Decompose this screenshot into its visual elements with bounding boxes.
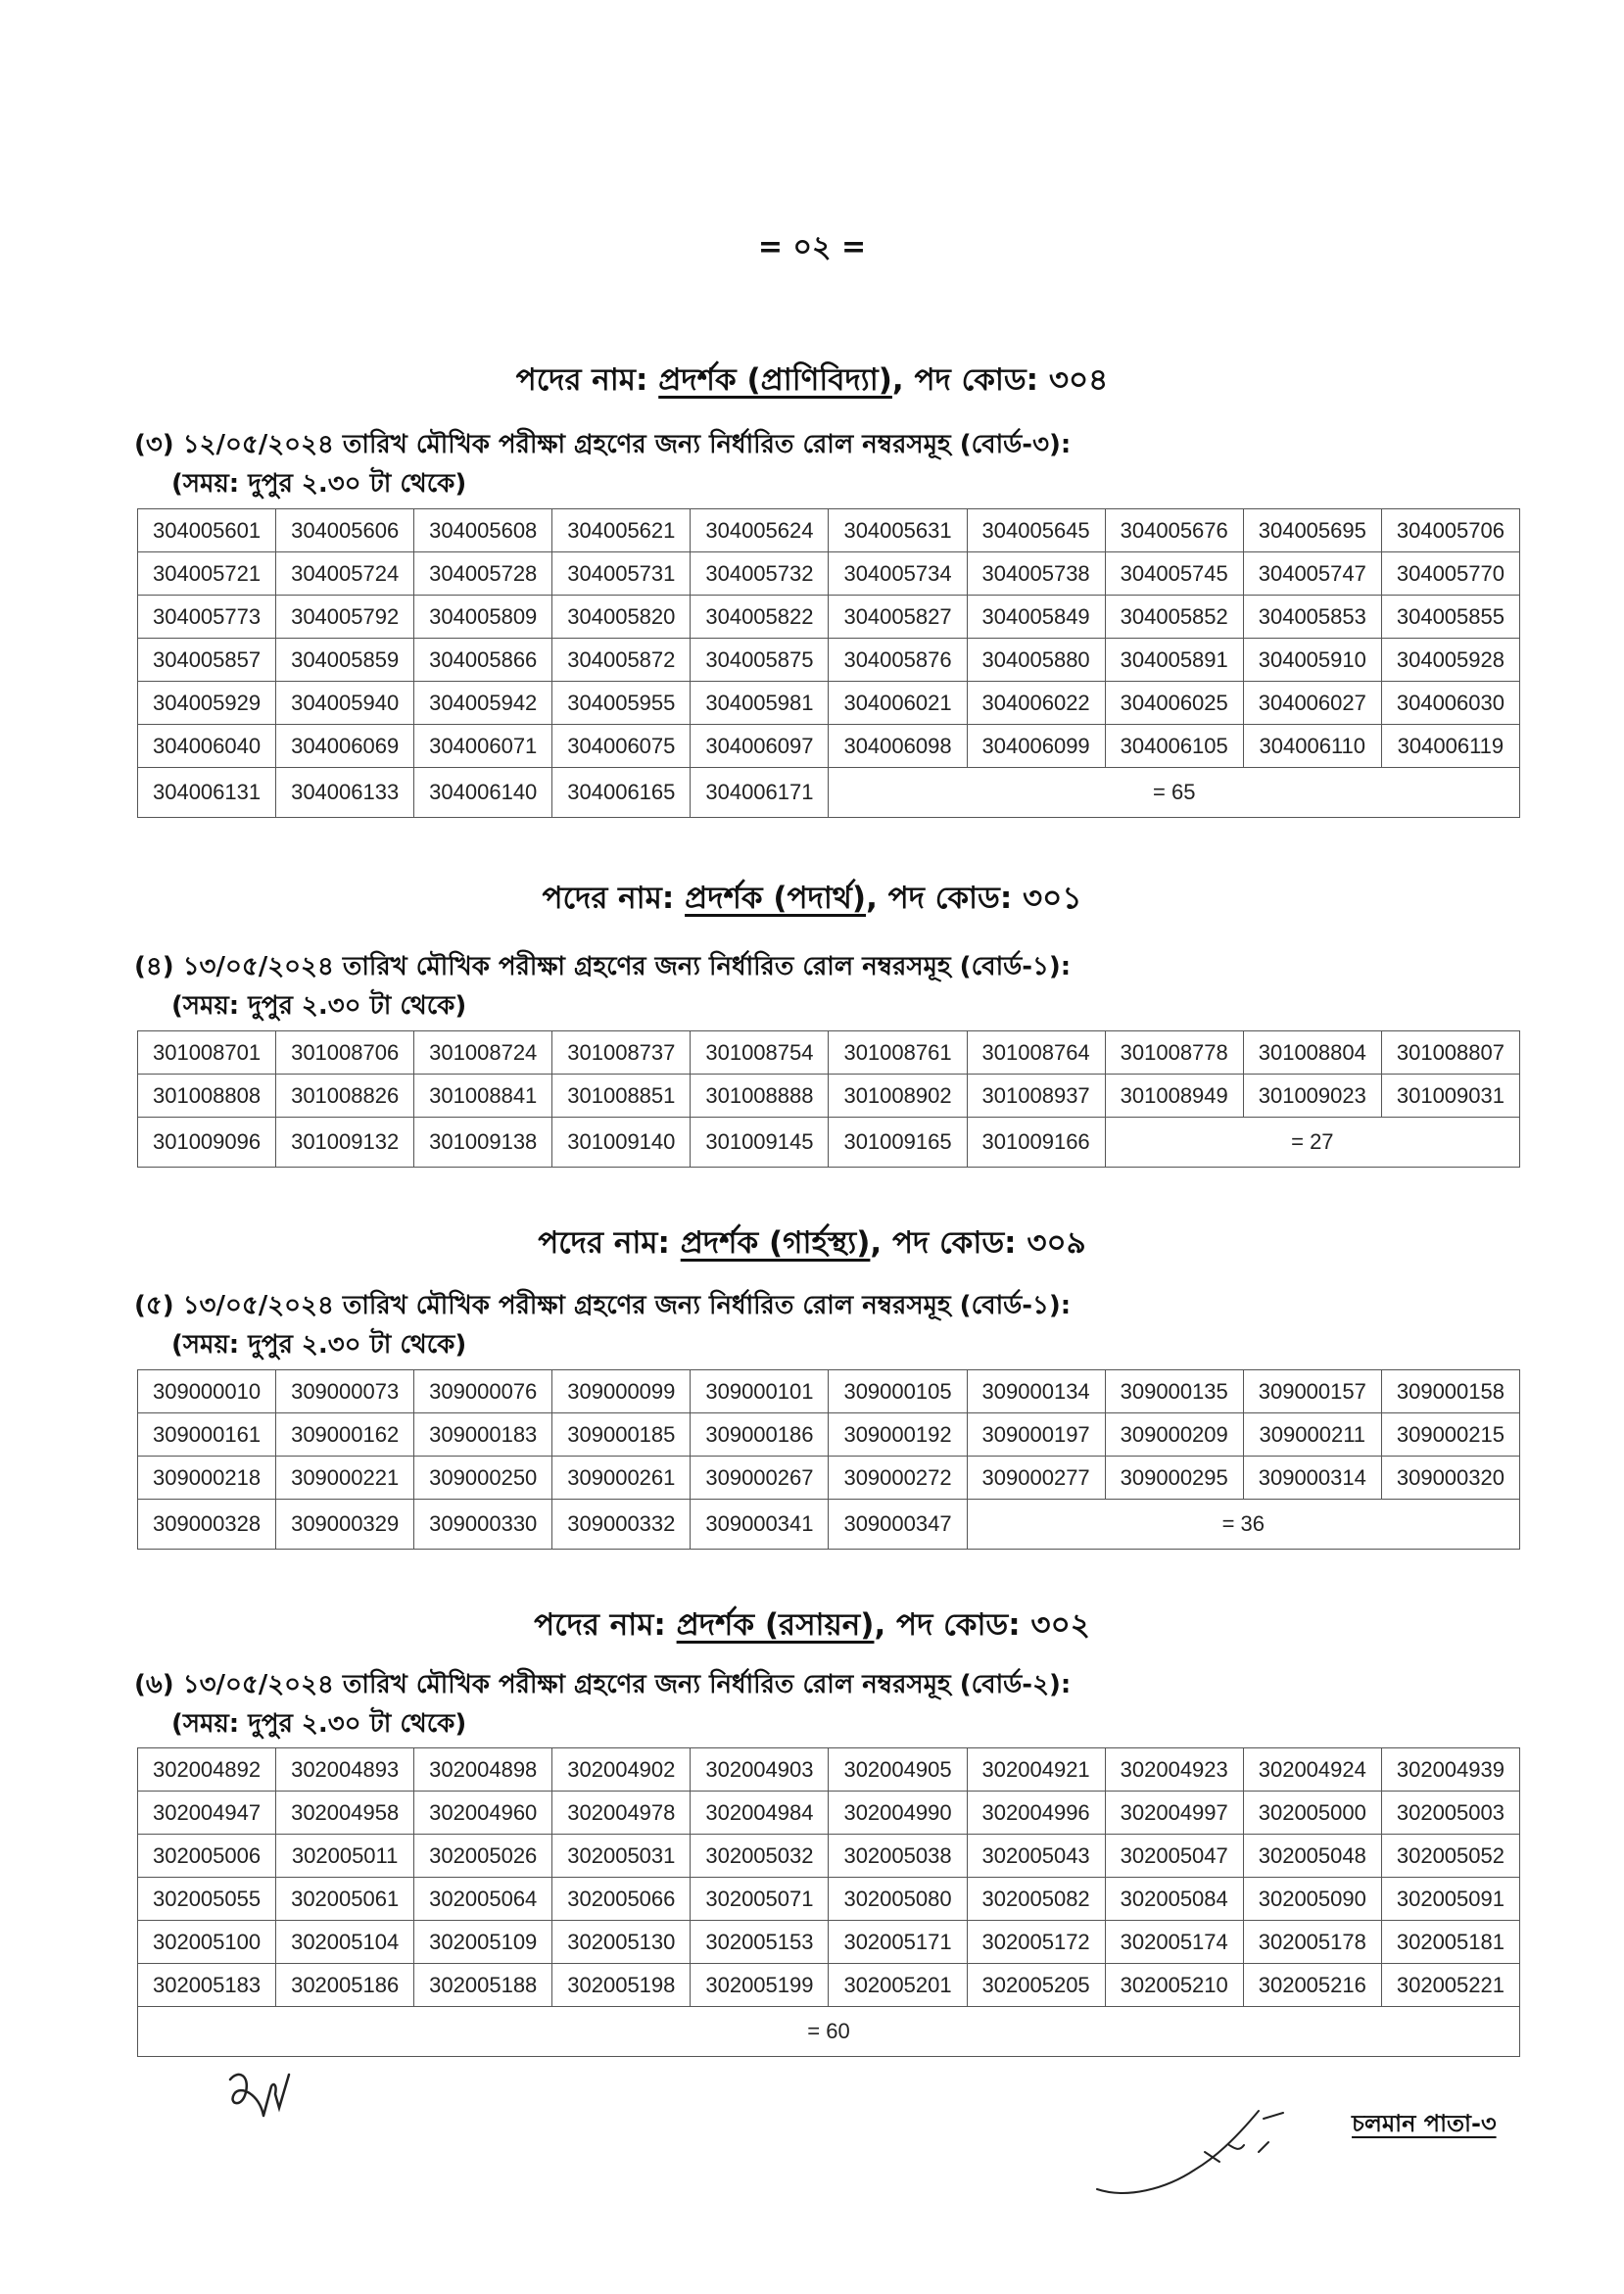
table-row	[138, 509, 1520, 552]
roll-number-cell: 309000218	[138, 1457, 276, 1500]
table-row	[138, 1500, 1520, 1550]
roll-number-cell: 304006040	[138, 725, 276, 768]
roll-number-cell: 309000010	[138, 1370, 276, 1413]
roll-number-cell: 302005026	[414, 1835, 552, 1878]
roll-number-cell: 301008804	[1243, 1031, 1381, 1075]
roll-number-cell: 304006069	[276, 725, 414, 768]
roll-number-cell: 309000330	[414, 1500, 552, 1550]
roll-number-cell: 301008949	[1105, 1075, 1243, 1118]
roll-number-cell: 309000261	[552, 1457, 691, 1500]
roll-number-cell: 302004997	[1105, 1792, 1243, 1835]
roll-number-cell: 304005929	[138, 682, 276, 725]
roll-number-cell: 301008807	[1381, 1031, 1519, 1075]
page-number: = ০২ =	[757, 230, 867, 264]
roll-number-cell: 302004902	[552, 1748, 691, 1792]
roll-number-cell: 302004923	[1105, 1748, 1243, 1792]
post-code: , পদ কোড: ৩০২	[874, 1607, 1090, 1643]
roll-number-cell: 302005082	[967, 1878, 1105, 1921]
roll-number-cell: 301008701	[138, 1031, 276, 1075]
roll-number-cell: 304006027	[1243, 682, 1381, 725]
total-count-cell: = 65	[829, 768, 1520, 818]
roll-number-cell: 304005738	[967, 552, 1105, 596]
roll-number-cell: 309000192	[829, 1413, 967, 1457]
roll-number-cell: 302005091	[1381, 1878, 1519, 1921]
roll-number-cell: 304006022	[967, 682, 1105, 725]
roll-number-cell: 304005770	[1381, 552, 1519, 596]
roll-number-cell: 304005872	[552, 639, 691, 682]
roll-number-cell: 302005188	[414, 1964, 552, 2007]
roll-number-cell: 302005153	[691, 1921, 829, 1964]
roll-number-cell: 301009023	[1243, 1075, 1381, 1118]
table-row	[138, 596, 1520, 639]
table-row	[138, 1921, 1520, 1964]
roll-table	[137, 1369, 1520, 1550]
roll-number-cell: 309000328	[138, 1500, 276, 1550]
roll-number-cell: 301008761	[829, 1031, 967, 1075]
roll-number-cell: 304006131	[138, 768, 276, 818]
roll-number-cell: 304005928	[1381, 639, 1519, 682]
table-row	[138, 1748, 1520, 1792]
roll-number-cell: 304005624	[691, 509, 829, 552]
roll-number-cell: 302005000	[1243, 1792, 1381, 1835]
roll-number-cell: 304005621	[552, 509, 691, 552]
roll-number-cell: 304006098	[829, 725, 967, 768]
roll-number-cell: 302004921	[967, 1748, 1105, 1792]
schedule-line: (৫) ১৩/০৫/২০২৪ তারিখ মৌখিক পরীক্ষা গ্রহণের জন্য নির্ধারিত রোল নম্বরসমূহ (বোর্ড-১):	[134, 1291, 1072, 1320]
roll-number-cell: 304005822	[691, 596, 829, 639]
roll-number-cell: 302005080	[829, 1878, 967, 1921]
roll-number-cell: 302004905	[829, 1748, 967, 1792]
roll-number-cell: 304005792	[276, 596, 414, 639]
roll-number-cell: 304005608	[414, 509, 552, 552]
roll-number-cell: 302005055	[138, 1878, 276, 1921]
schedule-time: (সময়: দুপুর ২.৩০ টা থেকে)	[171, 991, 467, 1021]
roll-number-cell: 301008937	[967, 1075, 1105, 1118]
post-title	[0, 1601, 1624, 1652]
roll-number-cell: 302004924	[1243, 1748, 1381, 1792]
post-label: পদের নাম:	[538, 1225, 670, 1261]
roll-number-cell: 301008808	[138, 1075, 276, 1118]
table-row	[138, 725, 1520, 768]
schedule-text	[134, 425, 1071, 503]
roll-number-cell: 302005199	[691, 1964, 829, 2007]
roll-number-cell: 302005038	[829, 1835, 967, 1878]
roll-number-cell: 301009031	[1381, 1075, 1519, 1118]
roll-number-cell: 301008888	[691, 1075, 829, 1118]
roll-number-cell: 304005855	[1381, 596, 1519, 639]
roll-number-cell: 302004960	[414, 1792, 552, 1835]
roll-table	[137, 1747, 1520, 2057]
roll-number-cell: 304005721	[138, 552, 276, 596]
roll-number-cell: 302005104	[276, 1921, 414, 1964]
roll-number-cell: 301009096	[138, 1118, 276, 1168]
roll-number-cell: 304006075	[552, 725, 691, 768]
table-row	[138, 639, 1520, 682]
roll-number-cell: 301008706	[276, 1031, 414, 1075]
roll-number-cell: 302005201	[829, 1964, 967, 2007]
table-row	[138, 1031, 1520, 1075]
roll-number-cell: 309000186	[691, 1413, 829, 1457]
table-row	[138, 1878, 1520, 1921]
table-row	[138, 1792, 1520, 1835]
roll-table	[137, 1030, 1520, 1168]
roll-table	[137, 508, 1520, 818]
roll-number-cell: 302005181	[1381, 1921, 1519, 1964]
schedule-time: (সময়: দুপুর ২.৩০ টা থেকে)	[171, 469, 467, 499]
roll-number-cell: 302005048	[1243, 1835, 1381, 1878]
roll-number-cell: 301008724	[414, 1031, 552, 1075]
roll-number-cell: 309000215	[1381, 1413, 1519, 1457]
roll-number-cell: 302005216	[1243, 1964, 1381, 2007]
post-label: পদের নাম:	[534, 1607, 666, 1643]
roll-number-cell: 309000183	[414, 1413, 552, 1457]
roll-number-cell: 302005172	[967, 1921, 1105, 1964]
roll-number-cell: 304006025	[1105, 682, 1243, 725]
post-name: প্রদর্শক (পদার্থ)	[685, 881, 867, 916]
roll-number-cell: 309000158	[1381, 1370, 1519, 1413]
post-label: পদের নাম:	[542, 881, 675, 916]
roll-number-cell: 302005090	[1243, 1878, 1381, 1921]
table-row	[138, 1075, 1520, 1118]
table-row	[138, 1457, 1520, 1500]
roll-number-cell: 302005047	[1105, 1835, 1243, 1878]
roll-number-cell: 301009140	[552, 1118, 691, 1168]
table-row	[138, 1118, 1520, 1168]
roll-number-cell: 304005859	[276, 639, 414, 682]
roll-number-cell: 304005852	[1105, 596, 1243, 639]
roll-number-cell: 302005043	[967, 1835, 1105, 1878]
roll-number-cell: 304005695	[1243, 509, 1381, 552]
roll-number-cell: 309000329	[276, 1500, 414, 1550]
roll-number-cell: 304005981	[691, 682, 829, 725]
post-name: প্রদর্শক (গার্হস্থ্য)	[680, 1225, 871, 1261]
roll-number-cell: 309000221	[276, 1457, 414, 1500]
roll-number-cell: 304005601	[138, 509, 276, 552]
roll-number-cell: 304006021	[829, 682, 967, 725]
roll-number-cell: 304006071	[414, 725, 552, 768]
roll-number-cell: 309000157	[1243, 1370, 1381, 1413]
roll-number-cell: 309000341	[691, 1500, 829, 1550]
roll-number-cell: 301008754	[691, 1031, 829, 1075]
roll-number-cell: 304005732	[691, 552, 829, 596]
post-label: পদের নাম:	[515, 362, 648, 398]
roll-number-cell: 302004996	[967, 1792, 1105, 1835]
roll-number-cell: 302005174	[1105, 1921, 1243, 1964]
roll-number-cell: 302005071	[691, 1878, 829, 1921]
roll-number-cell: 302005011	[276, 1835, 414, 1878]
roll-number-cell: 302005100	[138, 1921, 276, 1964]
roll-number-cell: 302004978	[552, 1792, 691, 1835]
roll-number-cell: 309000134	[967, 1370, 1105, 1413]
post-code: , পদ কোড: ৩০৪	[891, 362, 1109, 398]
roll-number-cell: 304005631	[829, 509, 967, 552]
table-row	[138, 2007, 1520, 2057]
roll-number-cell: 309000161	[138, 1413, 276, 1457]
roll-number-cell: 309000332	[552, 1500, 691, 1550]
roll-number-cell: 302005003	[1381, 1792, 1519, 1835]
roll-number-cell: 304005876	[829, 639, 967, 682]
roll-number-cell: 304005724	[276, 552, 414, 596]
roll-number-cell: 309000295	[1105, 1457, 1243, 1500]
roll-number-cell: 304005747	[1243, 552, 1381, 596]
roll-number-cell: 304005734	[829, 552, 967, 596]
roll-number-cell: 302005052	[1381, 1835, 1519, 1878]
roll-number-cell: 302004990	[829, 1792, 967, 1835]
roll-number-cell: 309000105	[829, 1370, 967, 1413]
post-code: , পদ কোড: ৩০১	[866, 881, 1082, 916]
roll-number-cell: 301008851	[552, 1075, 691, 1118]
roll-number-cell: 301009166	[967, 1118, 1105, 1168]
roll-number-cell: 309000076	[414, 1370, 552, 1413]
roll-number-cell: 302005066	[552, 1878, 691, 1921]
roll-number-cell: 302005032	[691, 1835, 829, 1878]
schedule-line: (৬) ১৩/০৫/২০২৪ তারিখ মৌখিক পরীক্ষা গ্রহণের জন্য নির্ধারিত রোল নম্বরসমূহ (বোর্ড-২):	[134, 1670, 1072, 1699]
roll-number-cell: 304005891	[1105, 639, 1243, 682]
schedule-line: (৪) ১৩/০৫/২০২৪ তারিখ মৌখিক পরীক্ষা গ্রহণের জন্য নির্ধারিত রোল নম্বরসমূহ (বোর্ড-১):	[134, 952, 1072, 981]
roll-number-cell: 302005198	[552, 1964, 691, 2007]
roll-number-cell: 302005130	[552, 1921, 691, 1964]
roll-number-cell: 304005866	[414, 639, 552, 682]
roll-number-cell: 304006171	[691, 768, 829, 818]
roll-number-cell: 302005186	[276, 1964, 414, 2007]
roll-number-cell: 309000272	[829, 1457, 967, 1500]
roll-number-cell: 304005857	[138, 639, 276, 682]
roll-number-cell: 304005706	[1381, 509, 1519, 552]
roll-number-cell: 304006099	[967, 725, 1105, 768]
roll-number-cell: 302005171	[829, 1921, 967, 1964]
roll-number-cell: 309000314	[1243, 1457, 1381, 1500]
roll-number-cell: 302004984	[691, 1792, 829, 1835]
roll-number-cell: 301008902	[829, 1075, 967, 1118]
roll-number-cell: 302005006	[138, 1835, 276, 1878]
signature-right	[1087, 2091, 1303, 2209]
roll-number-cell: 304006140	[414, 768, 552, 818]
post-name: প্রদর্শক (প্রাণিবিদ্যা)	[658, 362, 892, 398]
roll-number-cell: 301008778	[1105, 1031, 1243, 1075]
roll-number-cell: 301008764	[967, 1031, 1105, 1075]
post-title	[0, 875, 1624, 926]
post-title	[0, 357, 1624, 407]
roll-number-cell: 302005183	[138, 1964, 276, 2007]
roll-number-cell: 309000162	[276, 1413, 414, 1457]
roll-number-cell: 309000209	[1105, 1413, 1243, 1457]
roll-number-cell: 304005910	[1243, 639, 1381, 682]
roll-number-cell: 309000250	[414, 1457, 552, 1500]
roll-number-cell: 304005645	[967, 509, 1105, 552]
table-row	[138, 1964, 1520, 2007]
roll-number-cell: 304006110	[1243, 725, 1381, 768]
continued-page-note: চলমান পাতা-৩	[1352, 2110, 1497, 2137]
roll-number-cell: 301008826	[276, 1075, 414, 1118]
roll-number-cell: 304006133	[276, 768, 414, 818]
total-count-cell: = 36	[967, 1500, 1519, 1550]
total-count-cell: = 27	[1105, 1118, 1519, 1168]
roll-number-cell: 304006165	[552, 768, 691, 818]
roll-number-cell: 304005955	[552, 682, 691, 725]
roll-number-cell: 301008841	[414, 1075, 552, 1118]
table-row	[138, 682, 1520, 725]
roll-number-cell: 304005745	[1105, 552, 1243, 596]
roll-number-cell: 302004958	[276, 1792, 414, 1835]
roll-number-cell: 302005221	[1381, 1964, 1519, 2007]
roll-number-cell: 309000135	[1105, 1370, 1243, 1413]
roll-number-cell: 304005940	[276, 682, 414, 725]
roll-number-cell: 301008737	[552, 1031, 691, 1075]
roll-number-cell: 304005849	[967, 596, 1105, 639]
roll-number-cell: 302004903	[691, 1748, 829, 1792]
roll-number-cell: 301009165	[829, 1118, 967, 1168]
roll-number-cell: 309000185	[552, 1413, 691, 1457]
signature-left	[220, 2065, 299, 2143]
post-name: প্রদর্শক (রসায়ন)	[676, 1607, 875, 1643]
roll-number-cell: 302004939	[1381, 1748, 1519, 1792]
roll-number-cell: 309000101	[691, 1370, 829, 1413]
roll-number-cell: 302004947	[138, 1792, 276, 1835]
roll-number-cell: 304006030	[1381, 682, 1519, 725]
roll-number-cell: 309000320	[1381, 1457, 1519, 1500]
roll-number-cell: 304005875	[691, 639, 829, 682]
roll-number-cell: 301009138	[414, 1118, 552, 1168]
schedule-text	[134, 1286, 1071, 1364]
table-row	[138, 768, 1520, 818]
roll-number-cell: 304006119	[1381, 725, 1519, 768]
roll-number-cell: 304005773	[138, 596, 276, 639]
roll-number-cell: 302005205	[967, 1964, 1105, 2007]
roll-number-cell: 309000073	[276, 1370, 414, 1413]
roll-number-cell: 302005061	[276, 1878, 414, 1921]
roll-number-cell: 304005606	[276, 509, 414, 552]
table-row	[138, 1370, 1520, 1413]
roll-number-cell: 302005178	[1243, 1921, 1381, 1964]
roll-number-cell: 302004892	[138, 1748, 276, 1792]
roll-number-cell: 302005210	[1105, 1964, 1243, 2007]
roll-number-cell: 302005031	[552, 1835, 691, 1878]
roll-number-cell: 304005728	[414, 552, 552, 596]
roll-number-cell: 301009145	[691, 1118, 829, 1168]
roll-number-cell: 309000197	[967, 1413, 1105, 1457]
roll-number-cell: 304005820	[552, 596, 691, 639]
roll-number-cell: 304005827	[829, 596, 967, 639]
roll-number-cell: 304005809	[414, 596, 552, 639]
roll-number-cell: 304006105	[1105, 725, 1243, 768]
roll-number-cell: 304005853	[1243, 596, 1381, 639]
roll-number-cell: 309000211	[1243, 1413, 1381, 1457]
total-count-cell: = 60	[138, 2007, 1520, 2057]
roll-number-cell: 309000099	[552, 1370, 691, 1413]
table-row	[138, 1835, 1520, 1878]
table-row	[138, 1413, 1520, 1457]
table-row	[138, 552, 1520, 596]
schedule-time: (সময়: দুপুর ২.৩০ টা থেকে)	[171, 1330, 467, 1360]
roll-number-cell: 304005731	[552, 552, 691, 596]
roll-number-cell: 302005064	[414, 1878, 552, 1921]
roll-number-cell: 304005676	[1105, 509, 1243, 552]
roll-number-cell: 304005942	[414, 682, 552, 725]
schedule-text	[134, 1665, 1071, 1744]
schedule-time: (সময়: দুপুর ২.৩০ টা থেকে)	[171, 1709, 467, 1739]
roll-number-cell: 309000267	[691, 1457, 829, 1500]
roll-number-cell: 309000347	[829, 1500, 967, 1550]
roll-number-cell: 304005880	[967, 639, 1105, 682]
roll-number-cell: 304006097	[691, 725, 829, 768]
roll-number-cell: 301009132	[276, 1118, 414, 1168]
roll-number-cell: 309000277	[967, 1457, 1105, 1500]
schedule-text	[134, 947, 1071, 1026]
roll-number-cell: 302005109	[414, 1921, 552, 1964]
post-code: , পদ কোড: ৩০৯	[870, 1225, 1086, 1261]
schedule-line: (৩) ১২/০৫/২০২৪ তারিখ মৌখিক পরীক্ষা গ্রহণের জন্য নির্ধারিত রোল নম্বরসমূহ (বোর্ড-৩):	[134, 430, 1072, 459]
roll-number-cell: 302004898	[414, 1748, 552, 1792]
roll-number-cell: 302004893	[276, 1748, 414, 1792]
roll-number-cell: 302005084	[1105, 1878, 1243, 1921]
post-title	[0, 1219, 1624, 1270]
